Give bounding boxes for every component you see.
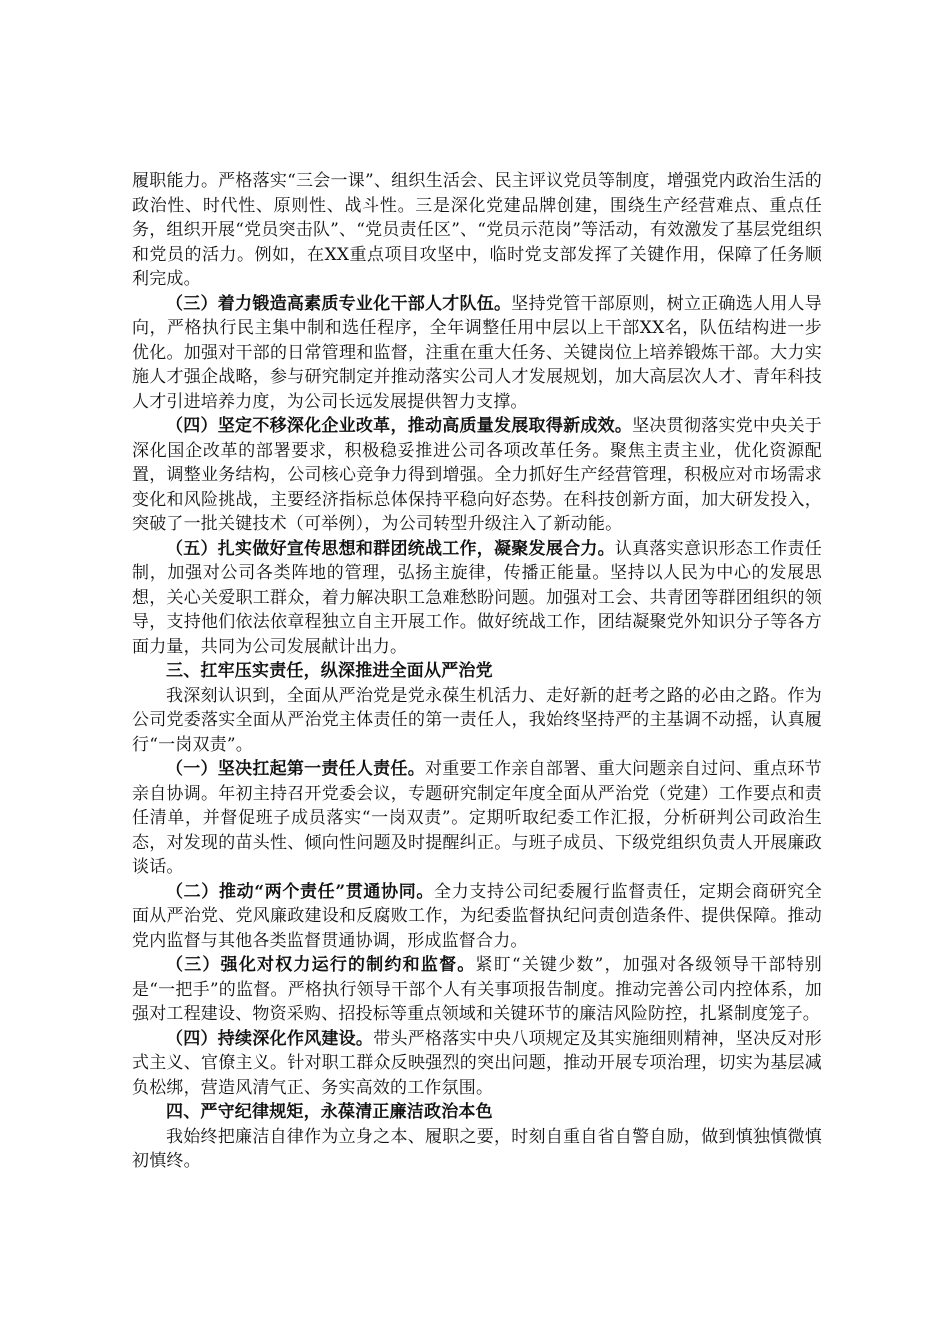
- paragraph-work-style: （四）持续深化作风建设。带头严格落实中央八项规定及其实施细则精神，坚决反对形式主义、官僚主义。针对职工群众反映强烈的突出问题，推动开展专项治理，切实为基层减负松绑，营造风清气正、务实高效的工作氛围。: [132, 1028, 823, 1098]
- paragraph-intro-3: 我深刻认识到，全面从严治党是党永葆生机活力、走好新的赶考之路的必由之路。作为公司党委落实全面从严治党主体责任的第一责任人，我始终坚持严的主基调不动摇，认真履行“一岗双责”。: [132, 685, 822, 755]
- paragraph-lead: （五）扎实做好宣传思想和群团统战工作，凝聚发展合力。: [166, 538, 615, 559]
- paragraph-first-responsibility: （一）坚决扛起第一责任人责任。对重要工作亲自部署、重大问题亲自过问、重点环节亲自协调。年初主持召开党委会议，专题研究制定年度全面从严治党（党建）工作要点和责任清单，并督促班子成员落实“一岗双责”。定期听取纪委工作汇报，分析研判公司政治生态，对发现的苗头性、倾向性问题及时提醒纠正。与班子成员、下级党组织负责人开展廉政谈话。: [132, 759, 822, 877]
- paragraph-power-supervision: （三）强化对权力运行的制约和监督。紧盯“关键少数”，加强对各级领导干部特别是“一把手”的监督。严格执行领导干部个人有关事项报告制度。推动完善公司内控体系，加强对工程建设、物资采购、招投标等重点领域和关键环节的廉洁风险防控，扎紧制度笼子。: [132, 955, 822, 1024]
- paragraph-lead: （一）坚决扛起第一责任人责任。: [166, 759, 425, 779]
- paragraph-lead: （四）坚定不移深化企业改革，推动高质量发展取得新成效。: [166, 416, 633, 436]
- document-body: [132, 169, 822, 1174]
- paragraph-lead: （三）着力锻造高素质专业化干部人才队伍。: [166, 293, 512, 314]
- paragraph-reform: （四）坚定不移深化企业改革，推动高质量发展取得新成效。坚决贯彻落实党中央关于深化国企改革的部署要求，积极稳妥推进公司各项改革任务。聚焦主责主业，优化资源配置，调整业务结构，公司核心竞争力得到增强。全力抓好生产经营管理，积极应对市场需求变化和风险挑战，主要经济指标总体保持平稳向好态势。在科技创新方面，加大研发投入，突破了一批关键技术（可举例），为公司转型升级注入了新动能。: [132, 416, 823, 534]
- paragraph-lead: （四）持续深化作风建设。: [166, 1028, 374, 1049]
- paragraph-lead: （二）推动“两个责任”贯通协同。: [166, 881, 435, 902]
- paragraph-intro-4: 我始终把廉洁自律作为立身之本、履职之要，时刻自重自省自警自励，做到慎独慎微慎初慎终。: [132, 1126, 822, 1171]
- paragraph-two-responsibilities: （二）推动“两个责任”贯通协同。全力支持公司纪委履行监督责任，定期会商研究全面从严治党、党风廉政建设和反腐败工作，为纪委监督执纪问责创造条件、提供保障。推动党内监督与其他各类监督贯通协调，形成监督合力。: [132, 881, 822, 951]
- paragraph-lead: （三）强化对权力运行的制约和监督。: [166, 955, 476, 975]
- section-heading-3: 三、扛牢压实责任，纵深推进全面从严治党: [166, 661, 493, 681]
- section-heading-4: 四、严守纪律规矩，永葆清正廉洁政治本色: [166, 1102, 493, 1122]
- paragraph-publicity: （五）扎实做好宣传思想和群团统战工作，凝聚发展合力。认真落实意识形态工作责任制，加强对公司各类阵地的管理，弘扬主旋律，传播正能量。坚持以人民为中心的发展思想，关心关爱职工群众，着力解决职工急难愁盼问题。加强对工会、共青团等群团组织的领导，支持他们依法依章程独立自主开展工作。做好统战工作，团结凝聚党外知识分子等各方面力量，共同为公司发展献计出力。: [132, 538, 823, 657]
- paragraph-cadre-team: （三）着力锻造高素质专业化干部人才队伍。坚持党管干部原则，树立正确选人用人导向，严格执行民主集中制和选任程序，全年调整任用中层以上干部XX名，队伍结构进一步优化。加强对干部的日常管理和监督，注重在重大任务、关键岗位上培养锻炼干部。大力实施人才强企战略，参与研究制定并推动落实公司人才发展规划，加大高层次人才、青年科技人才引进培养力度，为公司长远发展提供智力支撑。: [132, 293, 822, 412]
- paragraph-continuation: 履职能力。严格落实“三会一课”、组织生活会、民主评议党员等制度，增强党内政治生活的政治性、时代性、原则性、战斗性。三是深化党建品牌创建，围绕生产经营难点、重点任务，组织开展“党员突击队”、“党员责任区”、“党员示范岗”等活动，有效激发了基层党组织和党员的活力。例如，在XX重点项目攻坚中，临时党支部发挥了关键作用，保障了任务顺利完成。: [132, 171, 822, 289]
